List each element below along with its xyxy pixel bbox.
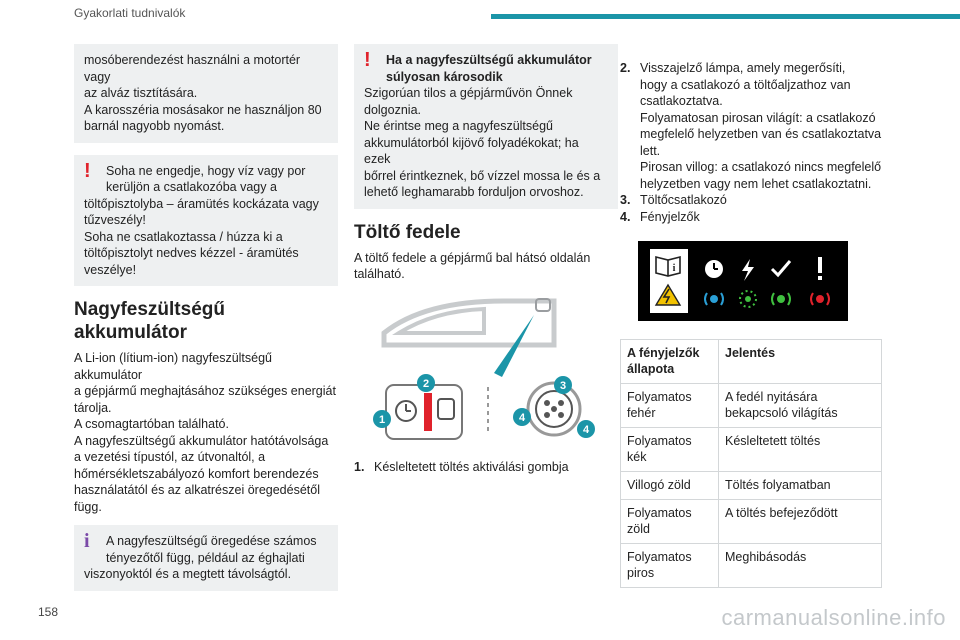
column-right bbox=[620, 60, 884, 588]
cell-text: Folyamatos bbox=[627, 390, 692, 404]
red-light-icon bbox=[811, 293, 829, 305]
warning-box-damaged-battery bbox=[354, 44, 618, 209]
list-number: 2. bbox=[620, 61, 631, 75]
info-line: tényezőtől függ, például az éghajlati bbox=[106, 550, 305, 565]
lightning-icon bbox=[742, 259, 754, 281]
table-row bbox=[621, 384, 882, 428]
list-text: Töltőcsatlakozó bbox=[640, 193, 727, 207]
table-row bbox=[621, 500, 882, 544]
table-cell bbox=[719, 384, 882, 428]
running-header: Gyakorlati tudnivalók bbox=[74, 6, 186, 20]
list-item bbox=[354, 459, 618, 476]
table-row bbox=[621, 544, 882, 588]
list-item bbox=[620, 60, 884, 192]
heading-line: Nagyfeszültségű bbox=[74, 299, 225, 320]
table-cell: Töltés folyamatban bbox=[719, 472, 882, 500]
battery-body bbox=[74, 350, 338, 515]
list-number: 1. bbox=[354, 459, 365, 474]
warning-line: Soha ne csatlakoztassa / húzza ki a bbox=[84, 229, 283, 244]
table-row bbox=[621, 428, 882, 472]
list-item bbox=[620, 192, 884, 209]
intro-line: A töltő fedele a gépjármű bal hátsó oldalán bbox=[354, 250, 591, 265]
warning-line: tűzveszély! bbox=[84, 213, 146, 227]
charging-flap-illustration bbox=[354, 293, 604, 453]
car-charging-port-drawing bbox=[354, 293, 604, 453]
section-heading-battery bbox=[74, 298, 338, 344]
table-cell bbox=[621, 500, 719, 544]
check-icon bbox=[772, 261, 790, 275]
list-text: megfelelő helyzetben van és csatlakoztatva bbox=[640, 127, 882, 141]
list-text: csatlakoztatva. bbox=[640, 94, 723, 108]
heading-line: akkumulátor bbox=[74, 322, 187, 343]
body-line: használatától és az alkatrészei öregedésétől bbox=[74, 483, 320, 497]
callout-4b: 4 bbox=[582, 423, 590, 436]
cell-text: zöld bbox=[627, 522, 650, 536]
header-text: A fényjelzők bbox=[627, 346, 700, 360]
table-row bbox=[621, 472, 882, 500]
indicator-lamp bbox=[424, 393, 432, 431]
light-indicators-panel bbox=[638, 241, 848, 321]
body-line: függ. bbox=[74, 499, 102, 514]
warning-line: dolgoznia. bbox=[364, 102, 421, 117]
list-text: Folyamatosan pirosan világít: a csatlakozó bbox=[640, 110, 876, 125]
warning-line: Ne érintse meg a nagyfeszültségű bbox=[364, 119, 553, 133]
column-left bbox=[74, 44, 338, 603]
table-cell: Késleltetett töltés bbox=[719, 428, 882, 472]
list-text: helyzetben vagy nem lehet csatlakoztatni. bbox=[640, 176, 872, 191]
list-text: Fényjelzők bbox=[640, 209, 700, 224]
list-text: lett. bbox=[640, 143, 661, 158]
warning-line: töltőpisztolyba – áramütés kockázata vagy bbox=[84, 196, 319, 211]
body-line: a vezetési típustól, az útvonaltól, a bbox=[74, 450, 266, 464]
book-icon bbox=[656, 257, 680, 276]
list-text: Késleltetett töltés aktiválási gombja bbox=[374, 459, 569, 474]
header-text: állapota bbox=[627, 362, 675, 376]
exclamation-icon bbox=[818, 257, 822, 280]
green-light-icon bbox=[772, 293, 790, 305]
watermark: carmanualsonline.info bbox=[721, 605, 946, 630]
list-item bbox=[620, 209, 884, 226]
list-text: Visszajelző lámpa, amely megerősíti, bbox=[640, 61, 846, 75]
cell-text: Folyamatos bbox=[627, 550, 692, 564]
table-header-cell bbox=[621, 340, 719, 384]
exclamation-icon: ! bbox=[364, 49, 371, 71]
table-cell: Villogó zöld bbox=[621, 472, 719, 500]
blinking-green-light-icon bbox=[740, 291, 756, 307]
lock-icon bbox=[438, 399, 454, 419]
note-line: az alváz tisztítására. bbox=[84, 86, 198, 100]
warning-line: töltőpisztolyt nedves kézzel - áramütés bbox=[84, 246, 299, 260]
warning-line: kerüljön a csatlakozóba vagy a bbox=[106, 180, 277, 194]
note-line: A karosszéria mosásakor ne használjon 80 bbox=[84, 102, 322, 117]
body-line: A csomagtartóban található. bbox=[74, 417, 229, 431]
list-number: 4. bbox=[620, 209, 631, 224]
warning-title: súlyosan károsodik bbox=[386, 69, 503, 84]
table-header-cell: Jelentés bbox=[719, 340, 882, 384]
info-line: viszonyoktól és a megtett távolságtól. bbox=[84, 567, 292, 581]
info-line: A nagyfeszültségű öregedése számos bbox=[106, 534, 317, 548]
table-cell bbox=[621, 544, 719, 588]
list-text: hogy a csatlakozó a töltőaljzathoz van bbox=[640, 77, 851, 92]
table-cell: Meghibásodás bbox=[719, 544, 882, 588]
warning-line: bőrrel érintkeznek, bő vízzel mossa le és a bbox=[364, 168, 601, 183]
body-line: a gépjármű meghajtásához szükséges energiát bbox=[74, 384, 336, 398]
warning-title: Ha a nagyfeszültségű akkumulátor bbox=[386, 53, 592, 67]
header-accent-bar bbox=[491, 14, 960, 19]
callout-3: 3 bbox=[559, 379, 567, 392]
info-icon: i bbox=[84, 530, 90, 552]
page-number: 158 bbox=[38, 605, 59, 619]
warning-box-water bbox=[74, 155, 338, 287]
callout-1: 1 bbox=[378, 413, 386, 426]
cell-text: Folyamatos bbox=[627, 434, 692, 448]
callout-4a: 4 bbox=[518, 411, 526, 424]
note-box-washing bbox=[74, 44, 338, 143]
section-heading-charger-flap: Töltő fedele bbox=[354, 221, 461, 243]
numbered-list-right bbox=[620, 60, 884, 225]
info-box-aging bbox=[74, 525, 338, 591]
list-number: 3. bbox=[620, 193, 631, 207]
cell-text: bekapcsoló világítás bbox=[725, 406, 838, 420]
light-indicators-drawing bbox=[638, 241, 848, 321]
table-header-row bbox=[621, 340, 882, 384]
cell-text: kék bbox=[627, 450, 647, 464]
cell-text: Folyamatos bbox=[627, 506, 692, 520]
note-line: mosóberendezést használni a motortér vagy bbox=[84, 53, 301, 84]
high-voltage-icon bbox=[656, 285, 680, 305]
body-line: tárolja. bbox=[74, 400, 112, 415]
clock-icon bbox=[705, 260, 723, 278]
column-middle bbox=[354, 44, 618, 475]
warning-line: Soha ne engedje, hogy víz vagy por bbox=[106, 163, 306, 178]
numbered-list-middle bbox=[354, 459, 618, 476]
warning-line: veszélye! bbox=[84, 262, 137, 277]
intro-line: található. bbox=[354, 267, 405, 281]
body-line: hőmérsékletszabályozó komfort berendezés bbox=[74, 466, 319, 481]
table-cell bbox=[621, 384, 719, 428]
blue-light-icon bbox=[705, 293, 723, 305]
table-cell bbox=[621, 428, 719, 472]
svg-text:i: i bbox=[672, 263, 676, 274]
warning-line: Szigorúan tilos a gépjárművön Önnek bbox=[364, 86, 573, 100]
cell-text: piros bbox=[627, 566, 655, 580]
callout-2: 2 bbox=[422, 377, 430, 390]
cell-text: fehér bbox=[627, 406, 656, 420]
exclamation-icon: ! bbox=[84, 159, 91, 182]
body-line: A Li-ion (lítium-ion) nagyfeszültségű akkumulátor bbox=[74, 351, 273, 382]
body-line: A nagyfeszültségű akkumulátor hatótávolsága bbox=[74, 433, 329, 448]
table-cell: A töltés befejeződött bbox=[719, 500, 882, 544]
light-meaning-table bbox=[620, 339, 882, 588]
cell-text: A fedél nyitására bbox=[725, 390, 818, 404]
list-text: Pirosan villog: a csatlakozó nincs megfelelő bbox=[640, 160, 882, 174]
warning-line: akkumulátorból kijövő folyadékokat; ha ezek bbox=[364, 135, 579, 166]
note-line: barnál nagyobb nyomást. bbox=[84, 119, 225, 133]
warning-line: lehető leghamarabb forduljon orvoshoz. bbox=[364, 185, 584, 199]
